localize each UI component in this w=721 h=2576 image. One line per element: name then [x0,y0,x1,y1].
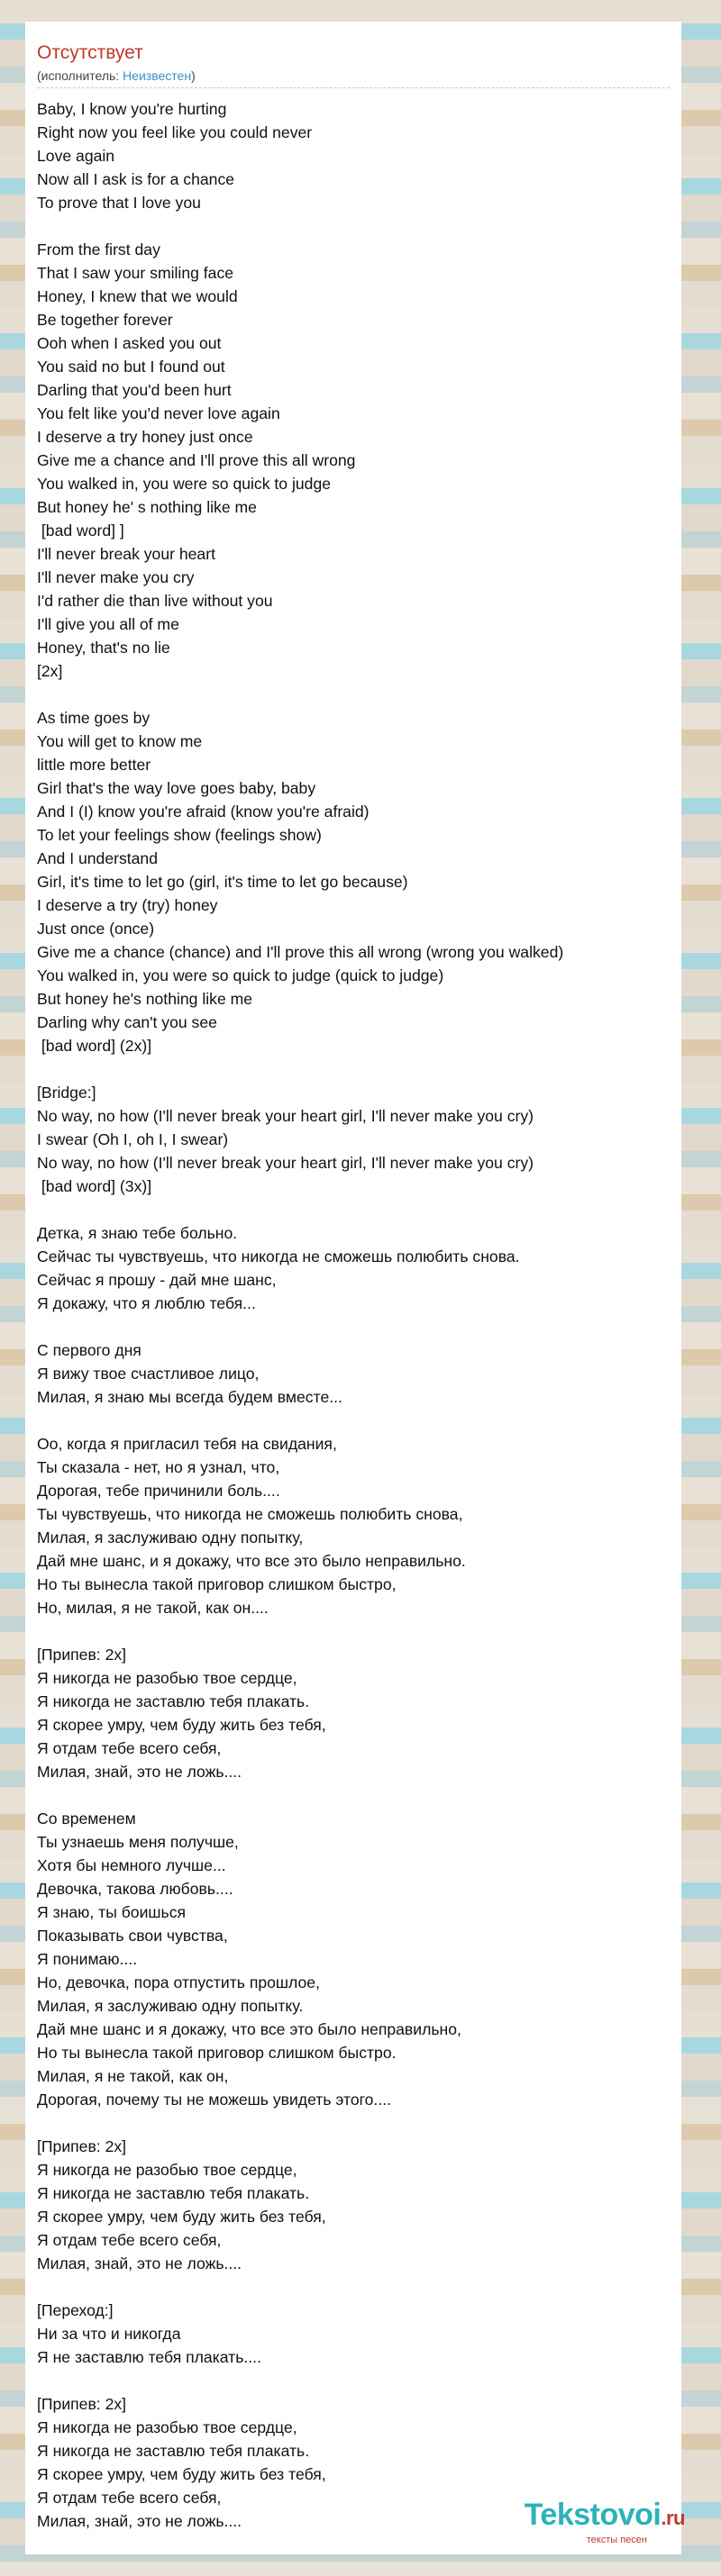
logo-tagline: тексты песен [586,2535,647,2545]
performer-line [37,68,670,88]
site-logo[interactable] [469,2499,685,2545]
performer-suffix: ) [191,68,196,83]
performer-prefix: (исполнитель: [37,68,123,83]
logo-tld: .ru [661,2507,685,2529]
lyrics-text: Baby, I know you're hurting Right now you feel like you could never Love again Now all I ask is for a chance To prove that I love you From the first day That I saw your smiling face Honey, I knew that we would Be together forever Ooh when I asked you out You said no but I found out Darling that you'd been hurt You felt like you'd never love again I deserve a try honey just once Give me a chance and I'll prove this all wrong You walked in, you were so quick to judge But honey he' s nothing like me [bad word] ] I'll never break your heart I'll never make you cry I'd rather die than live without you I'll give you all of me Honey, that's no lie [2x] As time goes by You will get to know me little more better Girl that's the way love goes baby, baby And I (I) know you're afraid (know you're afraid) To let your feelings show (feelings show) And I understand Girl, it's time to let go (girl, it's time to let go because) I deserve a try (try) honey Just once (once) Give me a chance (chance) and I'll prove this all wrong (wrong you walked) You walked in, you were so quick to judge (quick to judge) But honey he's nothing like me Darling why can't you see [bad word] (2x)] [Bridge:] No way, no how (I'll never break your heart girl, I'll never make you cry) I swear (Oh I, oh I, I swear) No way, no how (I'll never break your heart girl, I'll never make you cry) [bad word] (3x)] Детка, я знаю тебе больно. Сейчас ты чувствуешь, что никогда не сможешь полюбить снова. Сейчас я прошу - дай мне шанс, Я докажу, что я люблю тебя... С первого дня Я вижу твое счастливое лицо, Милая, я знаю мы всегда будем вместе... Оо, когда я пригласил тебя на свидания, Ты сказала - нет, но я узнал, что, Дорогая, тебе причинили боль.... Ты чувствуешь, что никогда не сможешь полюбить снова, Милая, я заслуживаю одну попытку, Дай мне шанс, и я докажу, что все это было неправильно. Но ты вынесла такой приговор слишком быстро, Но, милая, я не такой, как он.... [Припев: 2x] Я никогда не разобью твое сердце, Я никогда не заставлю тебя плакать. Я скорее умру, чем буду жить без тебя, Я отдам тебе всего себя, Милая, знай, это не ложь.... Со временем Ты узнаешь меня получше, Хотя бы немного лучше... Девочка, такова любовь.... Я знаю, ты боишься Показывать свои чувства, Я понимаю.... Но, девочка, пора отпустить прошлое, Милая, я заслуживаю одну попытку. Дай мне шанс и я докажу, что все это было неправильно, Но ты вынесла такой приговор слишком быстро. Милая, я не такой, как он, Дорогая, почему ты не можешь увидеть этого.... [Припев: 2x] Я никогда не разобью твое сердце, Я никогда не заставлю тебя плакать. Я скорее умру, чем буду жить без тебя, Я отдам тебе всего себя, Милая, знай, это не ложь.... [Переход:] Ни за что и никогда Я не заставлю тебя плакать.... [Припев: 2x] Я никогда не разобью твое сердце, Я никогда не заставлю тебя плакать. Я скорее умру, чем буду жить без тебя, Я отдам тебе всего себя, Милая, знай, это не ложь.... [37,100,564,2530]
lyrics-card [25,22,681,2554]
performer-link[interactable]: Неизвестен [123,68,192,83]
logo-name: Tekstovoi [524,2498,662,2532]
song-title: Отсутствует [37,42,143,63]
logo-wordmark [469,2499,685,2535]
